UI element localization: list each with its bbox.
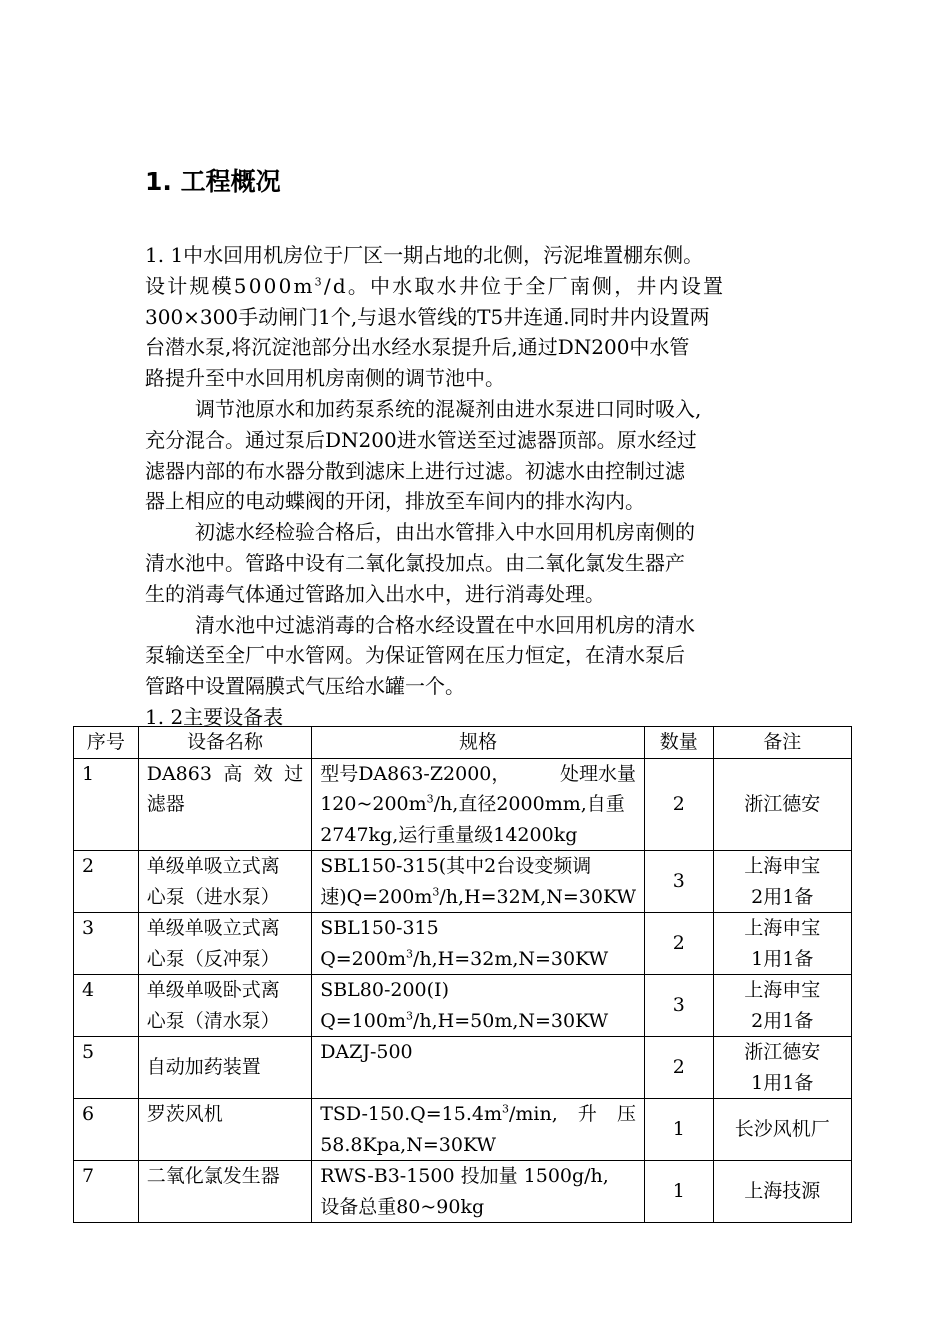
cell-note [713,1161,851,1223]
table-caption: 1. 2主要设备表 [145,704,284,729]
cell-name [138,1037,311,1099]
cell-no: 7 [74,1161,139,1223]
body-text [145,240,810,733]
cell-spec-line: $120\sim 200m^3/h$,直径2000mm,自重 [320,792,625,815]
cell-spec-line: $Q=100m^3/h,H=50m,N=30KW$ [320,1009,609,1032]
cell-note-line: 上海申宝 [744,855,821,877]
cell-name-line: 罗茨风机 [146,1103,223,1125]
cell-spec [312,913,645,975]
header-spec: 规格 [312,727,645,759]
paragraph-line: 初滤水经检验合格后，由出水管排入中水回用机房南侧的 [195,520,695,545]
cell-name [138,1161,311,1223]
cell-spec [312,1037,645,1099]
paragraph-line: 器上相应的电动蝶阀的开闭，排放至车间内的排水沟内。 [145,489,645,514]
cell-spec-line: SBL80-200(I) [320,979,449,1001]
cell-qty: 2 [645,913,714,975]
cell-spec-line: 设备总重80~90kg [320,1195,485,1218]
table-row [74,851,852,913]
cell-spec-line: SBL150-315 [320,917,439,939]
paragraph-line: 1. 1中水回用机房位于厂区一期占地的北侧，污泥堆置棚东侧。 [145,243,704,267]
table-row [74,758,852,851]
cell-qty: 2 [645,1037,714,1099]
paragraph-line: 清水池中过滤消毒的合格水经设置在中水回用机房的清水 [195,612,695,637]
paragraph-line: 清水池中。管路中设有二氧化氯投加点。由二氧化氯发生器产 [145,550,685,575]
cell-no: 2 [74,851,139,913]
cell-no: 6 [74,1099,139,1161]
cell-spec [312,758,645,851]
table-row [74,1099,852,1161]
header-note: 备注 [713,727,851,759]
equipment-table [73,726,852,1223]
cell-spec [312,1099,645,1161]
cell-spec-line: TSD-$150.Q=15.4m^3/\min$, 升 压 [320,1102,636,1125]
cell-note [713,913,851,975]
cell-name-line: 自动加药装置 [146,1056,261,1079]
header-no: 序号 [74,727,139,759]
paragraph-line: 设计规模$5000m^3/d$。中水取水井位于全厂南侧，井内设置 [145,273,726,298]
cell-name-line: 滤器 [146,793,185,815]
cell-note [713,975,851,1037]
cell-note-line: 浙江德安 [744,1041,821,1063]
cell-name [138,913,311,975]
cell-spec-line: 58.8Kpa,N=30KW [320,1133,496,1156]
cell-spec [312,975,645,1037]
cell-qty: 3 [645,851,714,913]
cell-note [713,851,851,913]
cell-qty: 1 [645,1099,714,1161]
cell-note-line: 2用1备 [751,885,814,908]
cell-note-line: 1用1备 [751,1071,814,1094]
cell-note-line: 上海技源 [744,1180,821,1203]
cell-spec [312,1161,645,1223]
section-heading: 1. 工程概况 [145,167,281,196]
cell-note-line: 长沙风机厂 [734,1118,830,1141]
cell-note [713,1037,851,1099]
table-row [74,975,852,1037]
paragraph-line: 充分混合。通过泵后DN200进水管送至过滤器顶部。原水经过 [145,427,697,452]
cell-name-line: 单级单吸立式离 [146,917,280,939]
cell-name [138,851,311,913]
header-qty: 数量 [645,727,714,759]
paragraph-line: 管路中设置隔膜式气压给水罐一个。 [145,674,465,699]
cell-qty: 1 [645,1161,714,1223]
cell-name [138,1099,311,1161]
header-name: 设备名称 [138,727,311,759]
cell-name-line: 心泵（进水泵） [146,885,280,908]
table-row [74,913,852,975]
cell-note-line: 上海申宝 [744,917,821,939]
paragraph-line: 调节池原水和加药泵系统的混凝剂由进水泵进口同时吸入, [195,396,702,421]
paragraph-line: 300×300手动闸门1个,与退水管线的T5井连通.同时井内设置两 [145,304,710,329]
cell-note [713,758,851,851]
cell-spec-line: RWS-B3-1500 投加量 1500g/h, [320,1165,609,1187]
cell-note-line: 2用1备 [751,1009,814,1032]
cell-spec-line: DAZJ-500 [320,1041,413,1063]
cell-no: 5 [74,1037,139,1099]
cell-name-line: 单级单吸立式离 [146,855,280,877]
table-row [74,1037,852,1099]
paragraph-line: 滤器内部的布水器分散到滤床上进行过滤。初滤水由控制过滤 [145,458,685,483]
cell-no: 3 [74,913,139,975]
cell-name-line: DA863 高 效 过 [146,762,304,785]
cell-spec-line: SBL150-315(其中2台设变频调 [320,855,592,877]
paragraph-line: 台潜水泵,将沉淀池部分出水经水泵提升后,通过DN200中水管 [145,335,690,360]
cell-note [713,1099,851,1161]
cell-spec [312,851,645,913]
table-row [74,1161,852,1223]
cell-spec-line: $Q=200m^3/h,H=32m,N=30KW$ [320,947,609,970]
paragraph-line: 生的消毒气体通过管路加入出水中，进行消毒处理。 [145,581,605,606]
cell-name-line: 单级单吸卧式离 [146,979,280,1001]
table-header-row [74,727,852,759]
cell-note-line: 上海申宝 [744,979,821,1001]
cell-spec-line: 型号DA863-Z2000， 处理水量 [320,762,636,785]
cell-no: 1 [74,758,139,851]
cell-note-line: 1用1备 [751,947,814,970]
cell-no: 4 [74,975,139,1037]
cell-name [138,758,311,851]
cell-qty: 2 [645,758,714,851]
cell-name-line: 心泵（反冲泵） [146,947,280,970]
cell-name-line: 心泵（清水泵） [146,1009,280,1032]
paragraph-line: 路提升至中水回用机房南侧的调节池中。 [145,366,505,391]
cell-name-line: 二氧化氯发生器 [146,1165,280,1187]
cell-qty: 3 [645,975,714,1037]
paragraph-line: 泵输送至全厂中水管网。为保证管网在压力恒定，在清水泵后 [145,643,685,668]
cell-name [138,975,311,1037]
cell-spec-line: 2747kg,运行重量级14200kg [320,823,578,846]
cell-note-line: 浙江德安 [744,793,821,815]
cell-spec-line: 速)$Q=200m^3/h,H=32M,N=30KW$ [320,885,636,908]
